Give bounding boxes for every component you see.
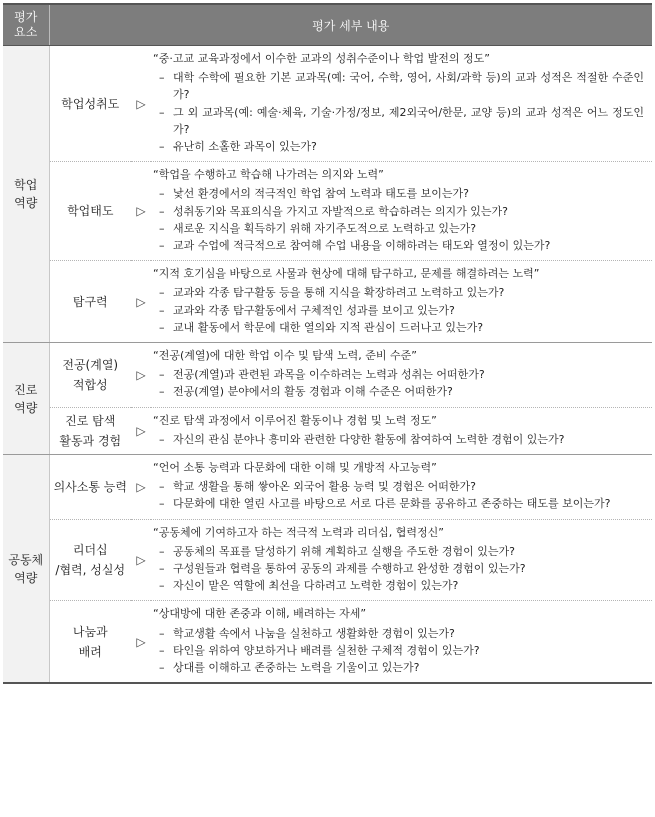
criteria-item: – 다문화에 대한 열린 사고를 바탕으로 서로 다른 문화를 공유하고 존중하는 태도를 보이는가? — [153, 495, 644, 512]
criteria-item: – 새로운 지식을 획득하기 위해 자기주도적으로 노력하고 있는가? — [153, 220, 644, 237]
item-label: 학업성취도 — [61, 96, 120, 111]
criteria-item: – 상대를 이해하고 존중하는 노력을 기울이고 있는가? — [153, 659, 644, 676]
detail-cell — [151, 46, 652, 162]
table-header-row — [3, 4, 652, 46]
table-row — [3, 455, 652, 520]
question-text: “상대방에 대한 존중과 이해, 배려하는 자세” — [153, 607, 367, 621]
criteria-item: – 대학 수학에 필요한 기본 교과목(예: 국어, 수학, 영어, 사회/과학 등)의 교과 성적은 적절한 수준인가? — [153, 69, 644, 103]
question-text: “지적 호기심을 바탕으로 사물과 현상에 대해 탐구하고, 문제를 해결하려는 노력” — [153, 267, 540, 281]
criteria-item: – 자신의 관심 분야나 흥미와 관련한 다양한 활동에 참여하여 노력한 경험이 있는가? — [153, 431, 644, 448]
criteria-list — [153, 478, 644, 512]
question-text: “학업을 수행하고 학습해 나가려는 의지와 노력” — [153, 168, 384, 182]
detail-cell — [151, 519, 652, 601]
criteria-item: – 전공(계열) 분야에서의 활동 경험과 이해 수준은 어떠한가? — [153, 383, 644, 400]
detail-cell — [151, 261, 652, 343]
criteria-item: – 교과와 각종 탐구활동에서 구체적인 성과를 보이고 있는가? — [153, 302, 644, 319]
detail-cell — [151, 162, 652, 261]
table-row — [3, 162, 652, 261]
item-cell — [49, 162, 131, 261]
arrow-icon: ▷ — [131, 162, 151, 261]
criteria-item: – 교과 수업에 적극적으로 참여해 수업 내용을 이해하려는 태도와 열정이 있는가? — [153, 237, 644, 254]
criteria-item: – 성취동기와 목표의식을 가지고 자발적으로 학습하려는 의지가 있는가? — [153, 203, 644, 220]
criteria-list — [153, 185, 644, 254]
criteria-item: – 학교생활 속에서 나눔을 실천하고 생활화한 경험이 있는가? — [153, 625, 644, 642]
criteria-item: – 낯선 환경에서의 적극적인 학업 참여 노력과 태도를 보이는가? — [153, 185, 644, 202]
detail-cell — [151, 343, 652, 408]
area-label: 학업 역량 — [14, 178, 38, 211]
table-row — [3, 261, 652, 343]
question-text: “공동체에 기여하고자 하는 적극적 노력과 리더십, 협력정신” — [153, 525, 444, 539]
item-cell — [49, 519, 131, 601]
header-area-label: 평가 요소 — [3, 4, 49, 46]
criteria-item: – 전공(계열)과 관련된 과목을 이수하려는 노력과 성취는 어떠한가? — [153, 366, 644, 383]
arrow-icon: ▷ — [131, 519, 151, 601]
header-detail-label: 평가 세부 내용 — [49, 4, 652, 46]
item-cell — [49, 455, 131, 520]
item-cell — [49, 343, 131, 408]
item-label: 학업태도 — [67, 204, 114, 219]
criteria-list — [153, 284, 644, 336]
detail-cell — [151, 455, 652, 520]
arrow-icon: ▷ — [131, 455, 151, 520]
area-cell — [3, 46, 49, 343]
area-cell — [3, 455, 49, 684]
item-cell — [49, 407, 131, 454]
table-row — [3, 519, 652, 601]
criteria-item: – 학교 생활을 통해 쌓아온 외국어 활용 능력 및 경험은 어떠한가? — [153, 478, 644, 495]
item-label: 의사소통 능력 — [53, 479, 127, 494]
arrow-icon: ▷ — [131, 407, 151, 454]
arrow-icon: ▷ — [131, 261, 151, 343]
evaluation-table — [3, 3, 652, 684]
item-label: 탐구력 — [72, 294, 108, 309]
criteria-list — [153, 69, 644, 155]
criteria-item: – 공동체의 목표를 달성하기 위해 계획하고 실행을 주도한 경험이 있는가? — [153, 543, 644, 560]
item-cell — [49, 46, 131, 162]
criteria-list — [153, 625, 644, 677]
criteria-list — [153, 431, 644, 448]
arrow-icon: ▷ — [131, 343, 151, 408]
criteria-list — [153, 366, 644, 400]
item-label: 전공(계열) 적합성 — [62, 357, 119, 392]
question-text: “전공(계열)에 대한 학업 이수 및 탐색 노력, 준비 수준” — [153, 349, 417, 363]
detail-cell — [151, 601, 652, 683]
detail-cell — [151, 407, 652, 454]
arrow-icon: ▷ — [131, 46, 151, 162]
question-text: “진로 탐색 과정에서 이루어진 활동이나 경험 및 노력 정도” — [153, 413, 437, 427]
table-row — [3, 46, 652, 162]
arrow-icon: ▷ — [131, 601, 151, 683]
item-cell — [49, 261, 131, 343]
criteria-item: – 자신이 맡은 역할에 최선을 다하려고 노력한 경험이 있는가? — [153, 577, 644, 594]
criteria-item: – 타인을 위하여 양보하거나 배려를 실천한 구체적 경험이 있는가? — [153, 642, 644, 659]
item-label: 나눔과 배려 — [72, 624, 108, 659]
item-label: 진로 탐색 활동과 경험 — [59, 413, 122, 448]
criteria-list — [153, 543, 644, 595]
question-text: “중·고교 교육과정에서 이수한 교과의 성취수준이나 학업 발전의 정도” — [153, 52, 490, 65]
criteria-item: – 그 외 교과목(예: 예술·체육, 기술·가정/정보, 제2외국어/한문, 교양 등)의 교과 성적은 어느 정도인가? — [153, 104, 644, 138]
table-row — [3, 407, 652, 454]
table-body — [3, 46, 652, 684]
item-label: 리더십 /협력, 성실성 — [55, 543, 126, 578]
item-cell — [49, 601, 131, 683]
area-label: 진로 역량 — [14, 382, 38, 415]
criteria-item: – 교과와 각종 탐구활동 등을 통해 지식을 확장하려고 노력하고 있는가? — [153, 284, 644, 301]
question-text: “언어 소통 능력과 다문화에 대한 이해 및 개방적 사고능력” — [153, 461, 437, 475]
table-row — [3, 601, 652, 683]
evaluation-table-wrapper — [3, 3, 652, 813]
area-label: 공동체 역량 — [8, 552, 44, 585]
criteria-item: – 구성원들과 협력을 통하여 공동의 과제를 수행하고 완성한 경험이 있는가? — [153, 560, 644, 577]
table-row — [3, 343, 652, 408]
area-cell — [3, 343, 49, 455]
criteria-item: – 교내 활동에서 학문에 대한 열의와 지적 관심이 드러나고 있는가? — [153, 319, 644, 336]
criteria-item: – 유난히 소홀한 과목이 있는가? — [153, 138, 644, 155]
